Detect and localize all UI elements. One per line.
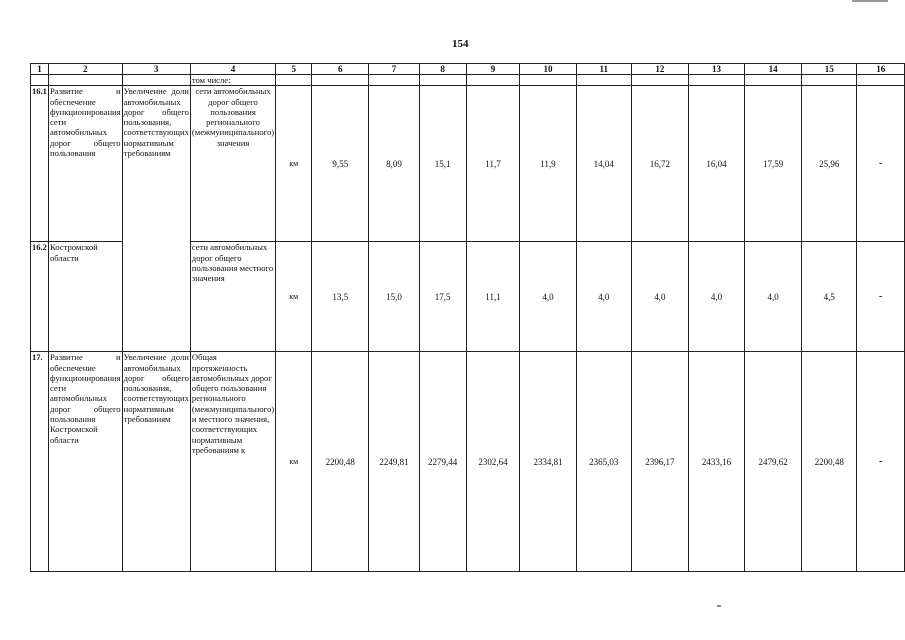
value-cell: 15,1 [419,86,466,242]
subject-text: сети автомобильных дорог общего пользования местного значения [190,242,275,352]
dash-cell: - [857,242,905,352]
value-cell: 17,59 [745,86,802,242]
row-number: 16.2 [31,242,49,352]
value-cell: 2396,17 [631,352,688,572]
header-cell: 11 [576,64,631,75]
subheader-text: том числе: [190,75,275,86]
value-cell: 4,5 [802,242,857,352]
value-cell: 17,5 [419,242,466,352]
dash-cell: - [857,352,905,572]
header-cell: 16 [857,64,905,75]
value-cell: 2479,62 [745,352,802,572]
header-cell: 12 [631,64,688,75]
header-cell: 14 [745,64,802,75]
header-cell: 1 [31,64,49,75]
value-cell: 15,0 [369,242,419,352]
table-row [31,352,905,572]
header-cell: 7 [369,64,419,75]
header-cell: 2 [48,64,122,75]
header-cell: 4 [190,64,275,75]
value-cell: 4,0 [688,242,744,352]
header-cell: 15 [802,64,857,75]
indicator-table [30,63,905,572]
value-cell: 14,04 [576,86,631,242]
value-cell: 2200,48 [312,352,369,572]
unit-cell: км [276,86,312,242]
task-text: Развитие и обеспечение функционирования сети автомобильных дорог общего пользования Костромской области [48,352,122,572]
value-cell: 4,0 [520,242,576,352]
task-text: Костромской области [48,242,122,352]
value-cell: 2365,03 [576,352,631,572]
value-cell: 8,09 [369,86,419,242]
value-cell: 25,96 [802,86,857,242]
value-cell: 4,0 [631,242,688,352]
value-cell: 9,55 [312,86,369,242]
value-cell: 16,72 [631,86,688,242]
header-cell: 10 [520,64,576,75]
value-cell: 4,0 [745,242,802,352]
value-cell: 4,0 [576,242,631,352]
header-cell: 3 [122,64,190,75]
table-row [31,86,905,242]
header-row [31,64,905,75]
value-cell: 2334,81 [520,352,576,572]
value-cell: 11,9 [520,86,576,242]
value-cell: 2249,81 [369,352,419,572]
subject-text: сети автомобильных дорог общего пользования регионального (межмуниципального) значения [190,86,275,242]
unit-cell: км [276,242,312,352]
unit-cell: км [276,352,312,572]
subject-text: Общая протяженность автомобильных дорог общего пользования регионального (межмуниципального) и местного значения, соответствующих нормативным требованиям к [190,352,275,572]
value-cell: 11,7 [466,86,520,242]
value-cell: 2200,48 [802,352,857,572]
row-number: 16.1 [31,86,49,242]
row-number: 17. [31,352,49,572]
header-cell: 8 [419,64,466,75]
value-cell: 13,5 [312,242,369,352]
value-cell: 16,04 [688,86,744,242]
header-cell: 13 [688,64,744,75]
scan-mark [717,605,721,607]
header-cell: 9 [466,64,520,75]
dash-cell: - [857,86,905,242]
header-cell: 5 [276,64,312,75]
indicator-text: Увеличение доли автомобильных дорог общего пользования, соответствующих нормативным требованиям [122,352,190,572]
value-cell: 2302,64 [466,352,520,572]
subheader-row [31,75,905,86]
scan-mark [852,0,888,2]
indicator-text: Увеличение доли автомобильных дорог общего пользования, соответствующих нормативным требованиям [122,86,190,352]
value-cell: 11,1 [466,242,520,352]
value-cell: 2433,16 [688,352,744,572]
header-cell: 6 [312,64,369,75]
task-text: Развитие и обеспечение функционирования сети автомобильных дорог общего пользования [48,86,122,242]
page-number: 154 [452,38,469,50]
value-cell: 2279,44 [419,352,466,572]
